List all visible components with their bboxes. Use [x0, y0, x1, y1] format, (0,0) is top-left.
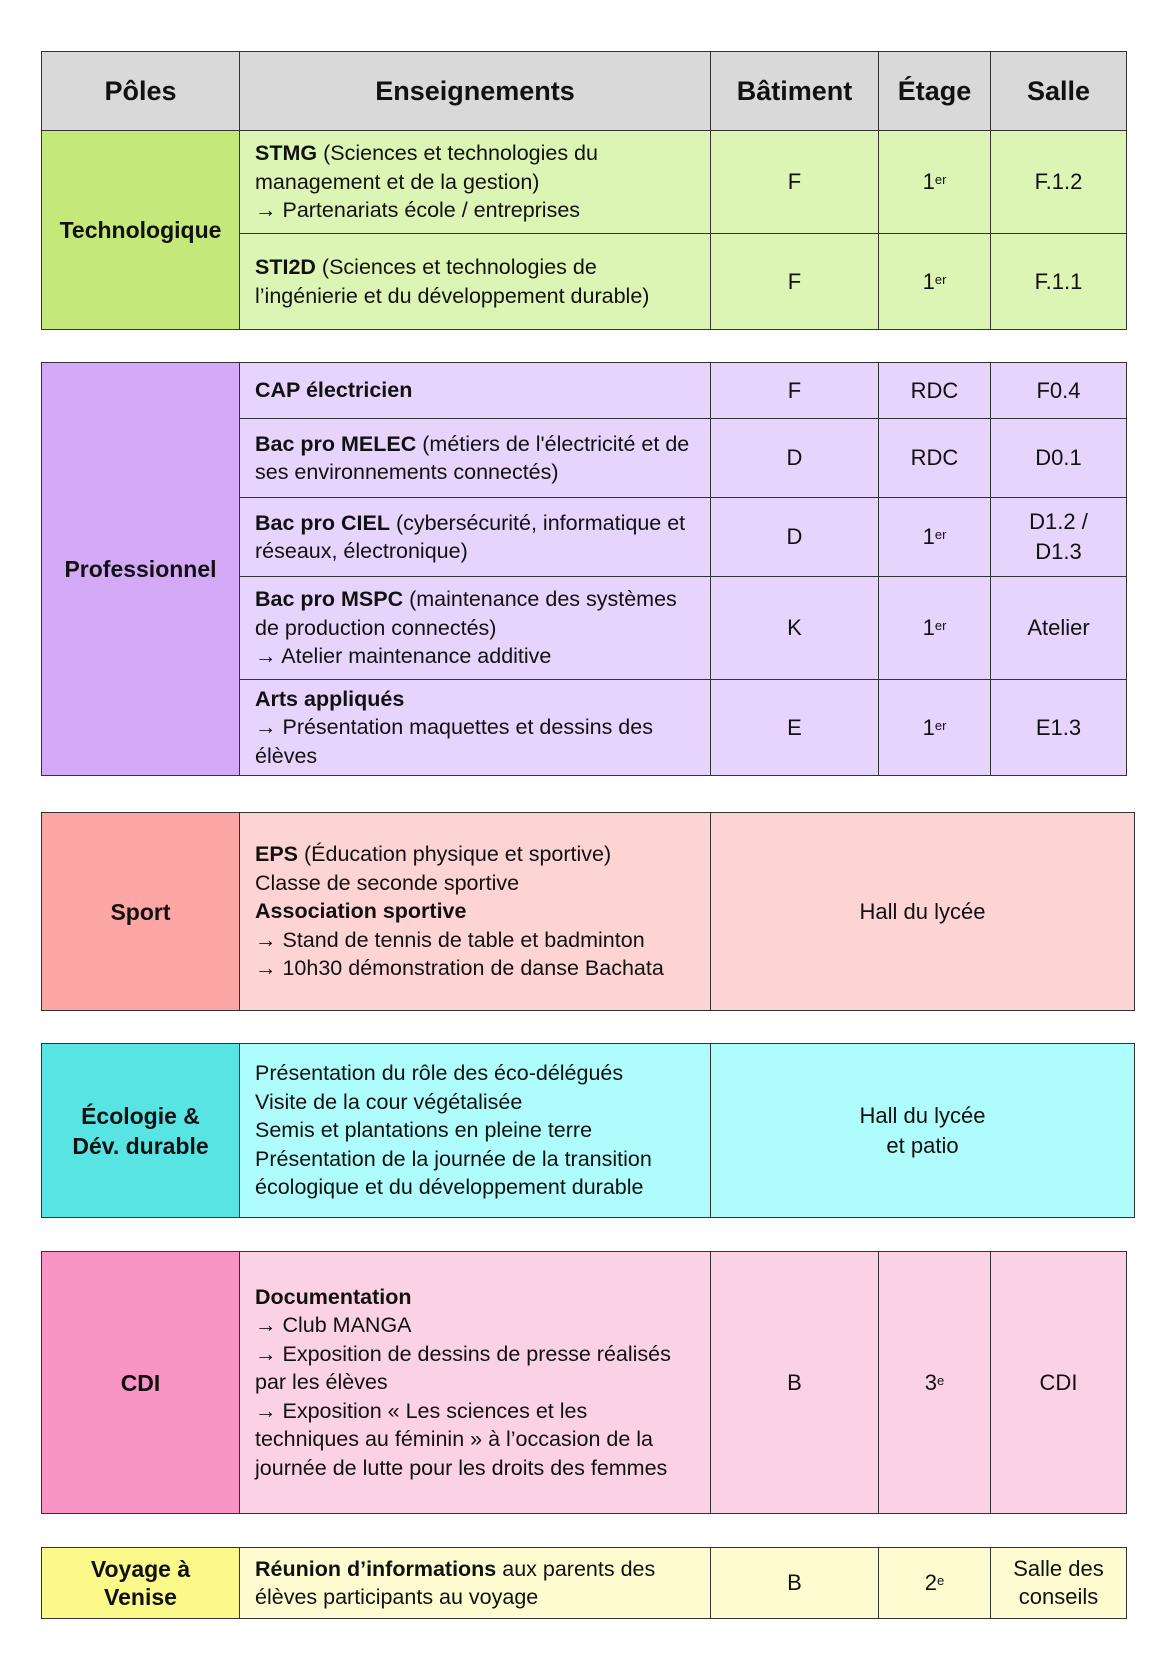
- sport-line: → 10h30 démonstration de danse Bachata: [255, 956, 664, 981]
- batiment-cell: D: [711, 419, 879, 498]
- eps-name: EPS: [255, 842, 299, 867]
- enseignement-cell: [240, 131, 711, 234]
- etage-num: 2: [924, 1570, 937, 1595]
- header-batiment: Bâtiment: [711, 52, 879, 131]
- cdi-title: Documentation: [255, 1284, 412, 1309]
- asso-name: Association sportive: [255, 899, 467, 924]
- table-ecologie: [41, 1043, 1135, 1218]
- table-row: [42, 131, 1127, 234]
- salle-cell: CDI: [991, 1252, 1127, 1514]
- header-enseignements: Enseignements: [240, 52, 711, 131]
- batiment-cell: K: [711, 577, 879, 680]
- enseignement-cell: [240, 680, 711, 776]
- header-row: [42, 52, 1127, 131]
- enseignement-desc: (cybersécurité, informatique et réseaux, électronique): [255, 510, 686, 563]
- salle-cell: F.1.1: [991, 234, 1127, 330]
- enseignement-cell: [240, 577, 711, 680]
- enseignement-desc: (Sciences et technologies du management et de la gestion): [255, 141, 598, 194]
- salle-cell: F0.4: [991, 363, 1127, 419]
- enseignement-extra: → Présentation maquettes et dessins des élèves: [255, 715, 653, 768]
- pole-technologique: Technologique: [42, 131, 240, 330]
- table-professionnel: [41, 362, 1127, 776]
- etage-sup: er: [934, 717, 947, 733]
- enseignement-cell: [240, 1548, 711, 1619]
- enseignement-name: CAP électricien: [255, 378, 413, 403]
- batiment-cell: B: [711, 1548, 879, 1619]
- cdi-line: → Exposition de dessins de presse réalisés par les élèves: [255, 1341, 671, 1395]
- enseignement-name: Bac pro MELEC: [255, 431, 417, 456]
- pole-line: Venise: [104, 1584, 177, 1610]
- enseignement-cell: [240, 1044, 711, 1218]
- enseignement-name: Bac pro CIEL: [255, 510, 390, 535]
- enseignement-cell: [240, 234, 711, 330]
- enseignement-name: STI2D: [255, 255, 316, 279]
- lieu-cell: Hall du lycée: [711, 813, 1135, 1011]
- table-row: [42, 1044, 1135, 1218]
- salle-line: conseils: [1018, 1584, 1099, 1609]
- etage-cell: [879, 680, 991, 776]
- etage-sup: er: [934, 271, 947, 287]
- pole-sport: Sport: [42, 813, 240, 1011]
- enseignement-name: STMG: [255, 141, 318, 166]
- salle-cell: Atelier: [991, 577, 1127, 680]
- etage-cell: RDC: [879, 419, 991, 498]
- etage-cell: [879, 498, 991, 577]
- eco-line: Visite de la cour végétalisée: [255, 1089, 523, 1114]
- pole-professionnel: Professionnel: [42, 363, 240, 776]
- cdi-line: → Club MANGA: [255, 1313, 412, 1338]
- etage-num: 1: [922, 268, 935, 294]
- enseignement-cell: [240, 363, 711, 419]
- enseignement-cell: [240, 813, 711, 1011]
- voyage-title: Réunion d’informations: [255, 1556, 497, 1581]
- pole-voyage: [42, 1548, 240, 1619]
- eco-line: Présentation de la journée de la transition écologique et du développement durable: [255, 1146, 652, 1200]
- etage-cell: [879, 1548, 991, 1619]
- table-row: [42, 363, 1127, 419]
- pole-line: Écologie &: [81, 1102, 200, 1129]
- table-technologique: [41, 51, 1127, 330]
- etage-cell: [879, 131, 991, 234]
- etage-sup: er: [934, 172, 947, 187]
- batiment-cell: F: [711, 234, 879, 330]
- enseignement-cell: [240, 1252, 711, 1514]
- enseignement-cell: [240, 498, 711, 577]
- salle-cell: D1.2 / D1.3: [991, 498, 1127, 577]
- table-cdi: [41, 1251, 1127, 1514]
- sport-line: Classe de seconde sportive: [255, 870, 520, 895]
- table-row: [42, 813, 1135, 1011]
- batiment-cell: F: [711, 131, 879, 234]
- etage-num: 1: [922, 714, 935, 740]
- salle-cell: E1.3: [991, 680, 1127, 776]
- batiment-cell: B: [711, 1252, 879, 1514]
- batiment-cell: D: [711, 498, 879, 577]
- voyage-desc: aux parents des élèves participants au voyage: [255, 1556, 656, 1609]
- pole-line: Dév. durable: [72, 1132, 209, 1159]
- batiment-cell: F: [711, 363, 879, 419]
- table-row: [42, 1548, 1127, 1619]
- etage-sup: e: [937, 1372, 945, 1388]
- etage-num: 3: [924, 1369, 937, 1395]
- table-sport: [41, 812, 1135, 1011]
- etage-num: 1: [922, 615, 935, 640]
- lieu-cell: [711, 1044, 1135, 1218]
- lieu-line: et patio: [886, 1132, 959, 1158]
- batiment-cell: E: [711, 680, 879, 776]
- etage-cell: [879, 577, 991, 680]
- enseignement-name: Arts appliqués: [255, 686, 405, 711]
- salle-cell: F.1.2: [991, 131, 1127, 234]
- enseignement-extra: → Partenariats école / entreprises: [255, 198, 581, 223]
- salle-line: Salle des: [1013, 1556, 1104, 1581]
- enseignement-desc: (maintenance des systèmes de production connectés): [255, 587, 677, 640]
- salle-cell: [991, 1548, 1127, 1619]
- header-poles: Pôles: [42, 52, 240, 131]
- lieu-line: Hall du lycée: [859, 1102, 986, 1128]
- eco-line: Semis et plantations en pleine terre: [255, 1118, 593, 1143]
- enseignement-extra: → Atelier maintenance additive: [255, 644, 552, 669]
- enseignement-cell: [240, 419, 711, 498]
- etage-num: 1: [922, 169, 935, 194]
- salle-cell: D0.1: [991, 419, 1127, 498]
- etage-sup: e: [937, 1573, 945, 1588]
- pole-cdi: CDI: [42, 1252, 240, 1514]
- eps-desc: (Éducation physique et sportive): [298, 842, 612, 867]
- eco-line: Présentation du rôle des éco-délégués: [255, 1061, 624, 1086]
- etage-cell: [879, 234, 991, 330]
- etage-sup: er: [934, 618, 947, 633]
- header-salle: Salle: [991, 52, 1127, 131]
- etage-num: 1: [922, 524, 935, 549]
- etage-cell: [879, 1252, 991, 1514]
- etage-cell: RDC: [879, 363, 991, 419]
- table-row: [42, 1252, 1127, 1514]
- header-etage: Étage: [879, 52, 991, 131]
- pole-ecologie: [42, 1044, 240, 1218]
- sport-line: → Stand de tennis de table et badminton: [255, 927, 645, 952]
- enseignement-name: Bac pro MSPC: [255, 587, 404, 612]
- table-voyage: [41, 1547, 1127, 1619]
- cdi-line: → Exposition « Les sciences et les techniques au féminin » à l’occasion de la journée de lutte pour les droits des femmes: [255, 1398, 668, 1480]
- etage-sup: er: [934, 527, 947, 542]
- enseignement-desc: (métiers de l'électricité et de ses environnements connectés): [255, 431, 690, 484]
- enseignement-desc: (Sciences et technologies de l’ingénierie et du développement durable): [255, 255, 650, 308]
- pole-line: Voyage à: [90, 1556, 191, 1582]
